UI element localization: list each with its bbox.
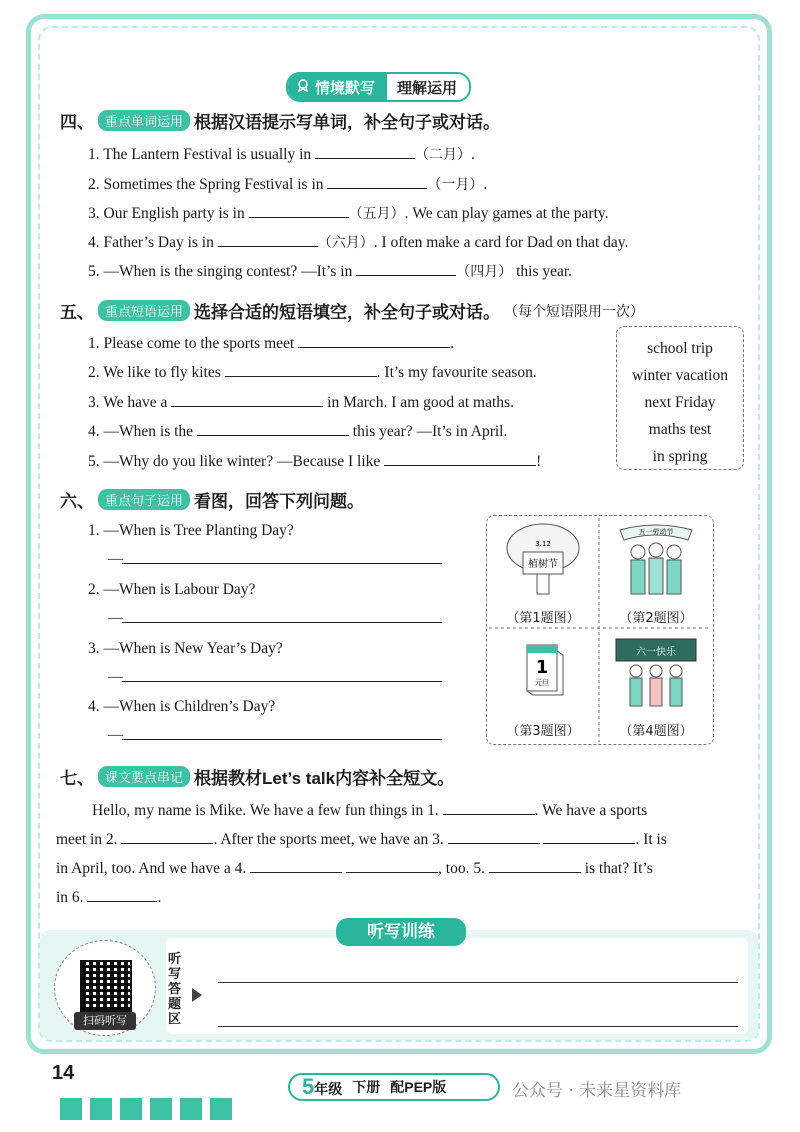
chinese-hint: （六月） [317,235,374,251]
section-instruction: 根据教材Let’s talk内容补全短文。 [194,769,455,788]
grade-pill [288,1073,500,1101]
item-text: 3. We have a [88,394,168,411]
calendar-icon [487,629,599,719]
s5-item-3 [88,392,514,412]
qr-code-icon[interactable] [80,960,132,1012]
s6-answer-line-1[interactable] [108,551,123,565]
section-number: 七、 [60,769,94,788]
tree-icon [487,516,599,606]
answer-blank[interactable] [121,829,213,844]
item-text: 5. —When is the singing contest? —It’s in [88,263,353,280]
s6-answer-line-3[interactable] [108,669,123,683]
answer-blank[interactable] [327,174,427,189]
answer-blank[interactable] [489,858,581,873]
section-instruction: 根据汉语提示写单词，补全句子或对话。 [194,113,501,132]
item-text: 3. Our English party is in [88,205,245,222]
vertical-char: 写 [168,967,182,982]
children-icon [600,629,712,719]
answer-blank[interactable] [384,451,536,466]
passage-line-3 [56,858,746,878]
answer-blank[interactable] [315,144,415,159]
chinese-hint: （一月） [427,177,484,193]
section-number: 四、 [60,113,94,132]
vertical-char: 区 [168,1012,182,1027]
tree-sign-small: 3.12 [535,540,551,548]
item-text-end: this year? —It’s in April. [348,423,508,440]
stripe [210,1098,232,1120]
phrase-option: school trip [647,340,713,357]
answer-line[interactable] [122,681,442,682]
section-7-title [60,764,454,789]
section-tag: 重点单词运用 [98,110,190,131]
picture-4-childrens-day [600,629,712,741]
item-text-end: . [483,176,488,193]
answer-blank[interactable] [218,232,318,247]
section-header-pill [286,72,471,102]
item-text-end: . [450,335,454,352]
section-note: （每个短语限用一次） [504,303,645,320]
item-text: 1. Please come to the sports meet [88,335,295,352]
passage-text: . After the sports meet, we have an 3. [213,831,444,848]
picture-caption: （第1题图） [506,611,580,626]
passage-text: Hello, my name is Mike. We have a few fun things in 1. [92,802,439,819]
calendar-number: 1 [535,657,549,678]
item-text: 2. We like to fly kites [88,364,221,381]
s4-item-5 [88,261,572,281]
section-number: 五、 [60,303,94,322]
dictation-line-2[interactable] [218,1026,738,1027]
s6-question-4: 4. —When is Children’s Day? [88,698,276,715]
picture-3-new-years-day [487,629,599,741]
picture-caption: （第4题图） [619,724,693,739]
answer-blank[interactable] [443,800,535,815]
phrase-option: winter vacation [632,367,728,384]
s6-answer-line-2[interactable] [108,610,123,624]
s5-item-1 [88,333,454,353]
picture-caption: （第2题图） [619,611,693,626]
phrase-box [616,326,744,470]
section-6-title [60,487,364,512]
s6-question-2: 2. —When is Labour Day? [88,581,256,598]
calendar-label: 元旦 [535,679,549,687]
s4-item-2 [88,174,487,194]
picture-1-tree-planting [487,516,599,628]
stripe [150,1098,172,1120]
section-number: 六、 [60,492,94,511]
answer-blank[interactable] [543,829,635,844]
dash: — [108,551,123,567]
passage-text: is that? It’s [580,860,653,877]
item-text: 1. The Lantern Festival is usually in [88,146,312,163]
phrase-option: in spring [652,448,708,465]
answer-blank[interactable] [87,887,157,902]
item-text-end: in March. I am good at maths. [323,394,514,411]
item-text: 4. Father’s Day is in [88,234,214,251]
item-text-end: . I often make a card for Dad on that day. [373,234,629,251]
play-arrow-icon [192,988,202,1002]
dictation-writing-box[interactable] [166,938,748,1034]
vertical-char: 听 [168,952,182,967]
s5-item-2 [88,362,537,382]
dash: — [108,669,123,685]
section-tag: 重点句子运用 [98,489,190,510]
children-board-text: 六一快乐 [636,647,676,658]
vertical-char: 答 [168,982,182,997]
passage-text: . [157,889,162,906]
answer-blank[interactable] [197,421,349,436]
s5-item-4 [88,421,507,441]
s4-item-4 [88,232,628,252]
picture-2-labour-day [600,516,712,628]
s4-item-3 [88,203,609,223]
stripe [120,1098,142,1120]
passage-text: in April, too. And we have a 4. [56,860,247,877]
answer-blank[interactable] [250,858,342,873]
passage-line-2 [56,829,746,849]
s6-question-1: 1. —When is Tree Planting Day? [88,522,294,539]
dictation-banner: 听写训练 [336,918,466,946]
stripe [90,1098,112,1120]
passage-line-4 [56,887,746,907]
answer-line[interactable] [122,622,442,623]
picture-grid [486,515,714,745]
chinese-hint: （四月） [456,264,513,280]
grade-number: 5 [302,1074,315,1099]
vertical-label [168,952,184,1027]
s5-item-5 [88,451,541,471]
s6-answer-line-4[interactable] [108,727,123,741]
item-text: 4. —When is the [88,423,194,440]
phrase-option: maths test [648,421,712,438]
volume: 下册 [352,1079,381,1095]
answer-blank[interactable] [346,858,438,873]
stripe [180,1098,202,1120]
item-text: 2. Sometimes the Spring Festival is in [88,176,324,193]
section-instruction: 选择合适的短语填空，补全句子或对话。 [194,303,501,322]
item-text-end: . It’s my favourite season. [376,364,537,381]
dash: — [108,727,123,743]
chinese-hint: （二月） [415,147,472,163]
answer-blank[interactable] [249,203,349,218]
item-text: 5. —Why do you like winter? —Because I like [88,453,381,470]
answer-line[interactable] [122,563,442,564]
section-tag: 重点短语运用 [98,300,190,321]
passage-text: . It is [635,831,667,848]
page-number: 14 [52,1062,75,1084]
item-text-end: ! [536,453,542,470]
grade-unit: 年级 [314,1081,343,1097]
wreath-medal-icon [296,78,310,96]
passage-text: . We have a sports [534,802,648,819]
passage-line-1 [92,800,752,820]
chinese-hint: （五月） [348,206,405,222]
labour-banner: 五一劳动节 [638,528,674,536]
answer-blank[interactable] [356,261,456,276]
header-right-text: 理解运用 [387,74,469,100]
edition: 配PEP版 [390,1079,447,1095]
footer-stripes [60,1098,232,1120]
header-left [288,74,387,100]
picture-caption: （第3题图） [506,724,580,739]
answer-blank[interactable] [225,362,377,377]
item-text-end: . We can play games at the party. [404,205,609,222]
dash: — [108,610,123,626]
s6-question-3: 3. —When is New Year’s Day? [88,640,283,657]
qr-label: 扫码听写 [74,1012,136,1030]
item-text-end: this year. [512,263,573,280]
vertical-char: 题 [168,997,182,1012]
answer-blank[interactable] [448,829,540,844]
item-text-end: . [471,146,475,163]
section-tag: 课文要点串记 [98,766,190,787]
section-4-title [60,108,500,133]
tree-sign-label: 植树节 [528,559,558,570]
section-instruction: 看图，回答下列问题。 [194,492,365,511]
phrase-option: next Friday [644,394,716,411]
answer-line[interactable] [122,739,442,740]
dictation-line-1[interactable] [218,982,738,983]
stripe [60,1098,82,1120]
header-left-text: 情境默写 [315,79,376,97]
passage-text: meet in 2. [56,831,118,848]
passage-text: in 6. [56,889,84,906]
passage-text: , too. 5. [438,860,485,877]
s4-item-1 [88,144,475,164]
watermark: 公众号 · 未来星资料库 [512,1081,682,1101]
answer-blank[interactable] [171,392,323,407]
workers-icon [600,516,712,606]
answer-blank[interactable] [298,333,450,348]
section-5-title [60,298,644,323]
